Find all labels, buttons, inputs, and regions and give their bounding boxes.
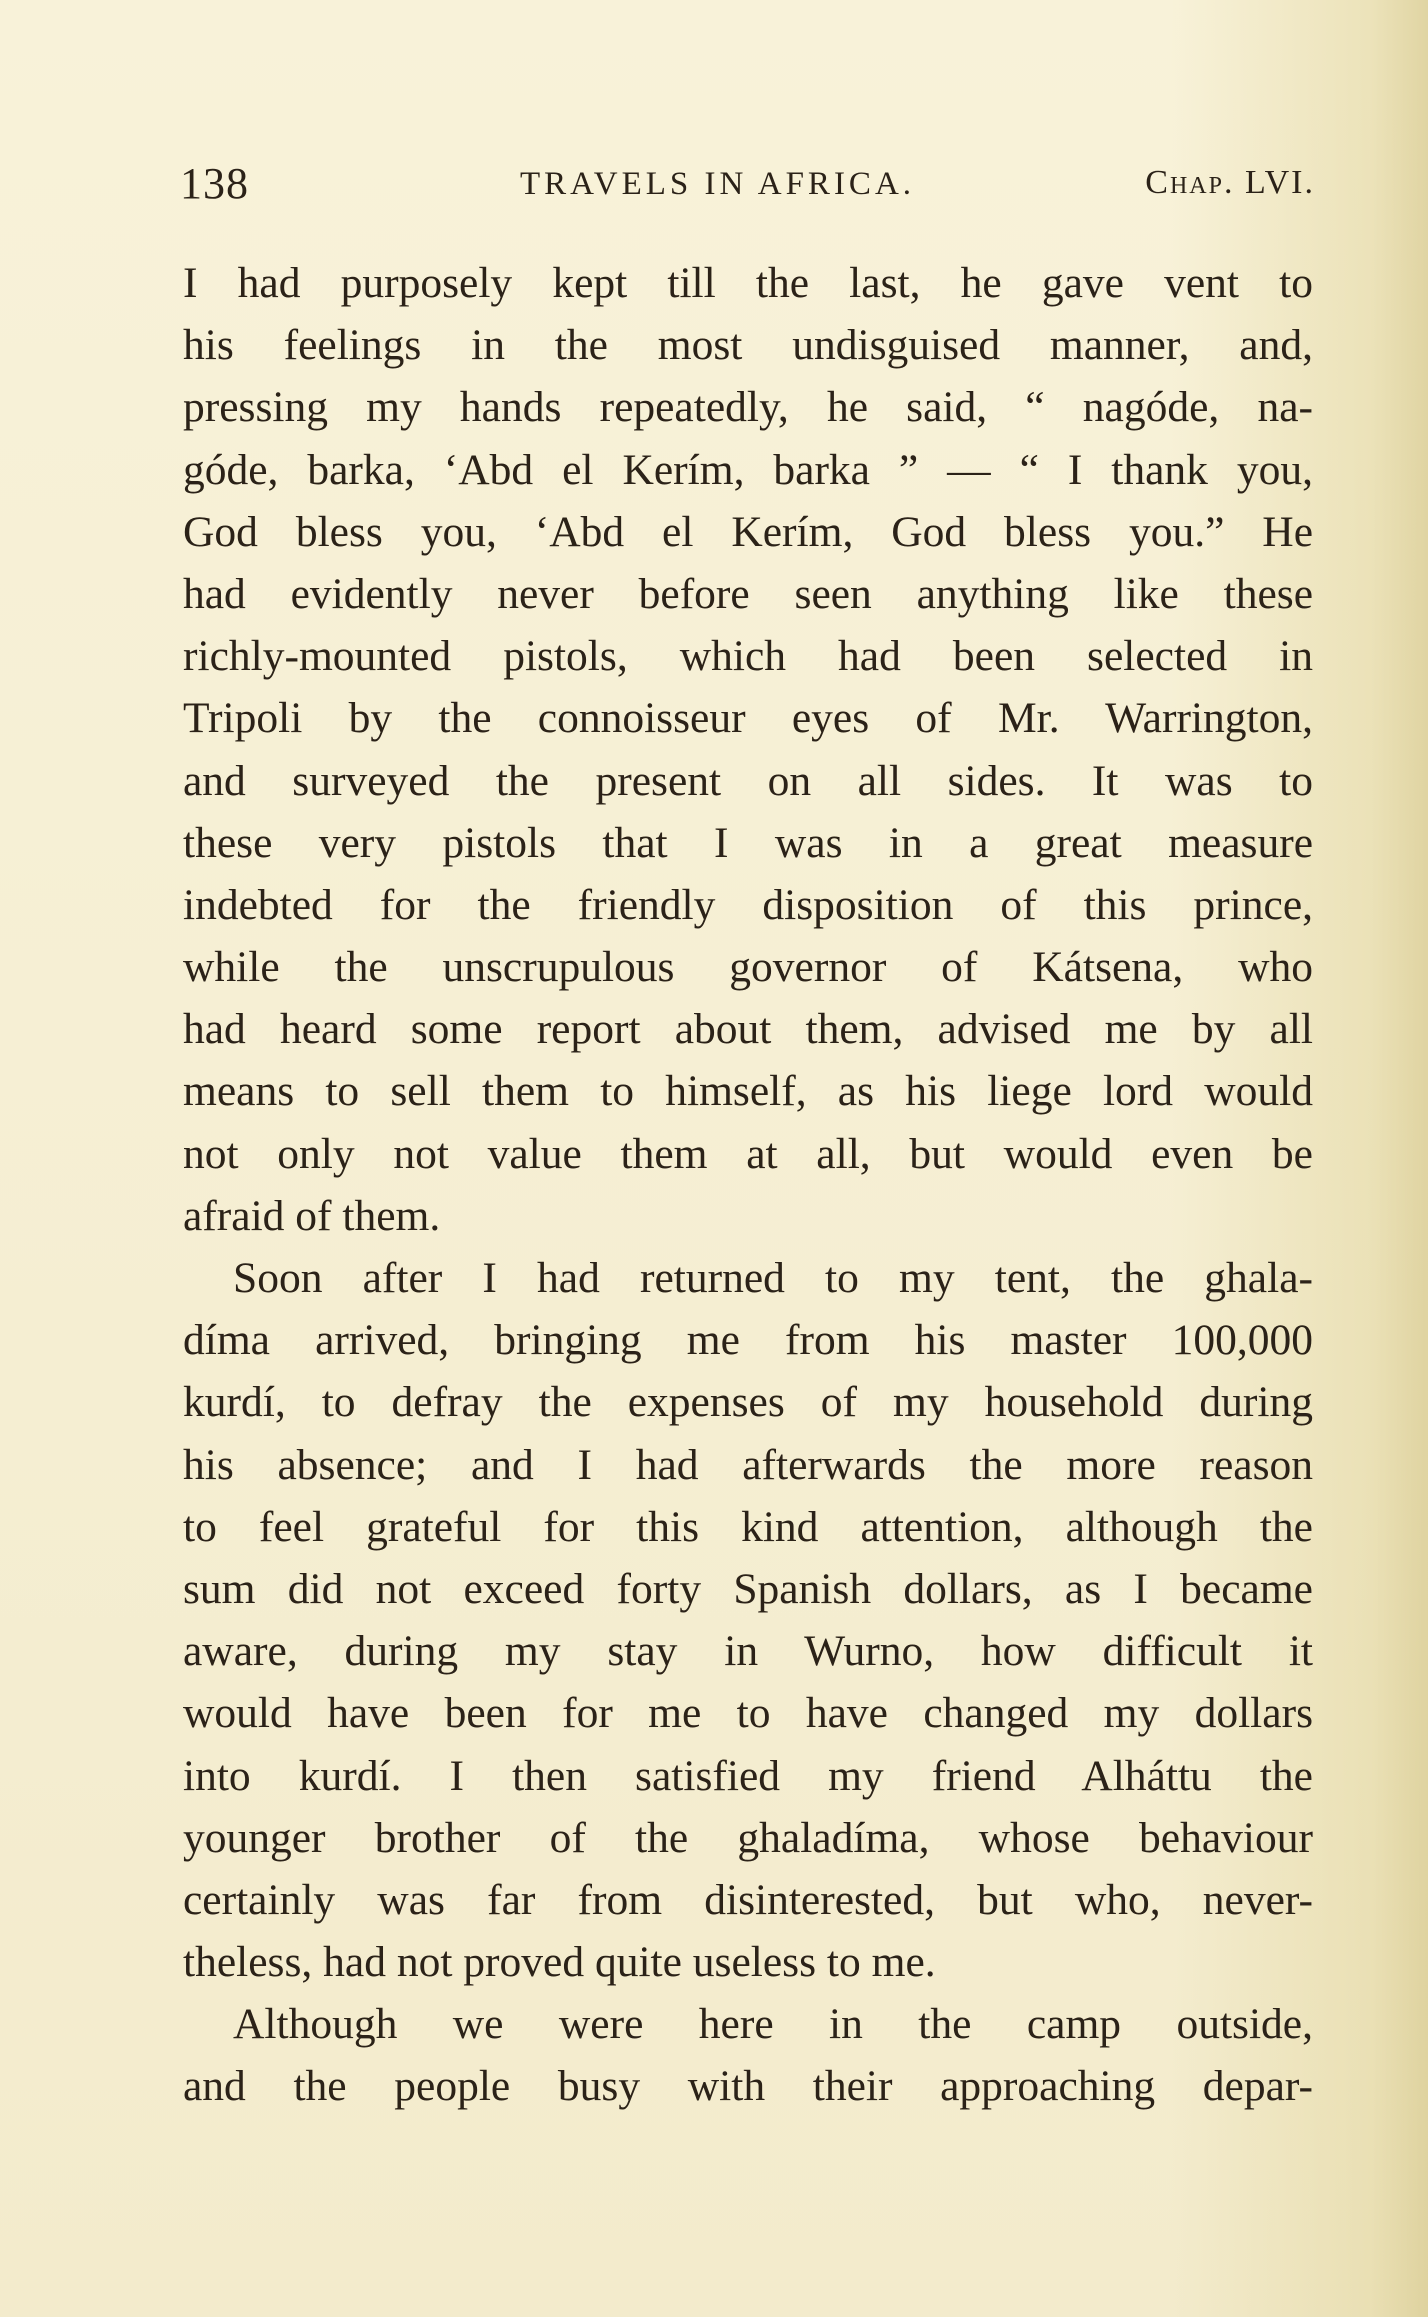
text-line: certainly was far from disinterested, but who, never- <box>183 1875 1313 1924</box>
body-text <box>183 252 1313 2118</box>
text-line: into kurdí. I then satisfied my friend Alháttu the <box>183 1751 1313 1800</box>
text-line: indebted for the friendly disposition of this prince, <box>183 880 1313 929</box>
text-line: I had purposely kept till the last, he gave vent to <box>183 259 1313 307</box>
text-line: means to sell them to himself, as his liege lord would <box>183 1067 1313 1116</box>
text-line: sum did not exceed forty Spanish dollars, as I became <box>183 1564 1313 1613</box>
text-line: and the people busy with their approaching depar- <box>183 2062 1313 2111</box>
page-number: 138 <box>180 159 249 208</box>
text-line: had heard some report about them, advised me by all <box>183 1005 1313 1054</box>
paragraph-start-line: Soon after I had returned to my tent, the ghala- <box>233 1254 1313 1302</box>
text-line: not only not value them at all, but would even be <box>183 1129 1313 1178</box>
running-title: TRAVELS IN AFRICA. <box>520 166 916 202</box>
text-line: younger brother of the ghaladíma, whose behaviour <box>183 1813 1313 1862</box>
text-line: his feelings in the most undisguised manner, and, <box>183 321 1313 370</box>
page-header <box>180 158 1315 214</box>
text-line: díma arrived, bringing me from his master 100,000 <box>183 1316 1313 1365</box>
text-line: his absence; and I had afterwards the more reason <box>183 1440 1313 1489</box>
paragraph-start-line: Although we were here in the camp outside, <box>233 2000 1313 2049</box>
text-line: had evidently never before seen anything like these <box>183 569 1313 618</box>
chapter-label: Chap. LVI. <box>1145 164 1315 201</box>
text-line: would have been for me to have changed my dollars <box>183 1689 1313 1738</box>
paragraph-end-line: afraid of them. <box>183 1191 441 1240</box>
text-line: while the unscrupulous governor of Kátsena, who <box>183 943 1313 992</box>
text-line: aware, during my stay in Wurno, how difficult it <box>183 1627 1313 1676</box>
text-line: Tripoli by the connoisseur eyes of Mr. Warrington, <box>183 694 1313 743</box>
text-line: góde, barka, ʻAbd el Kerím, barka ” — “ I thank you, <box>183 445 1313 494</box>
text-line: richly-mounted pistols, which had been selected in <box>183 632 1313 681</box>
text-line: and surveyed the present on all sides. It was to <box>183 756 1313 805</box>
text-line: God bless you, ʻAbd el Kerím, God bless you.” He <box>183 507 1313 556</box>
text-line: kurdí, to defray the expenses of my household during <box>183 1378 1313 1427</box>
paragraph-end-line: theless, had not proved quite useless to me. <box>183 1938 936 1987</box>
text-line: to feel grateful for this kind attention, although the <box>183 1502 1313 1551</box>
text-line: these very pistols that I was in a great measure <box>183 818 1313 867</box>
text-line: pressing my hands repeatedly, he said, “ nagóde, na- <box>183 383 1313 432</box>
